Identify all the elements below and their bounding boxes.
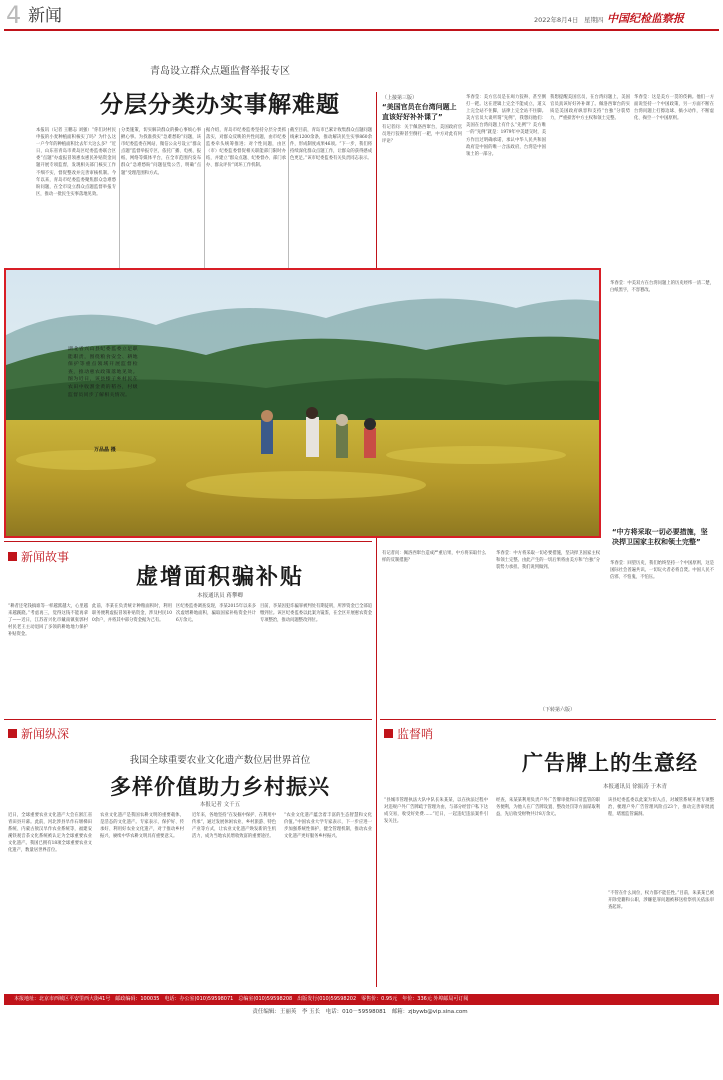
footer-address: 本报地址：北京市西城区平安里西大街41号 邮政编码：100035 电话：办公室(010)59598071 总编室(010)59598208 出版发行(010)59598202 零售价：0.95元 年价：336元 外埠邮局可订阅 [14,996,469,1002]
story-1-col-4: 截至目前，青岛市已累计收集群众点题问题线索1200余条，推动解决民生实事860余件，形成制度成果46项。“下一步，我们将持续深化群众点题工作，让群众的获得感成色更足。”该市纪委监委有关负责同志表示。 [290,128,372,162]
issue-date: 2022年8月4日 [534,16,579,24]
section-square-icon [8,729,17,738]
sidebar-subhead-1: “美国官员在台湾问题上直该好好补补课了” [382,103,457,121]
page-number: 4 [6,1,22,29]
story-3-byline: 本报记者 文千五 [199,802,241,808]
story-1-col-3: 据介绍，青岛市纪委监委坚持分层分类抓落实，对群众反映的共性问题，由市纪委监委牵头统筹推进；对个性问题，由区（市）纪委监委督促相关职能部门限时办结，并建立“群众点题、纪委督办、部门承办、群众评价”闭环工作机制。 [206,128,286,169]
sidebar-text-7: 华春莹：中方将采取一切必要措施，坚决捍卫国家主权和领土完整。由此产生的一切后果将由美方和“台独”分裂势力承担。我们说到做到。 [496,551,600,571]
story-3-col-4: “农业文化遗产蕴含着丰富的生态智慧和文化价值。”中国农业大学专家表示，下一步应进一步加强系统性保护，健全管理机制，推动农业文化遗产更好服务乡村振兴。 [284,813,372,840]
story-3-kicker: 我国全球重要农业文化遗产数位居世界首位 [129,755,311,766]
section-title: 新闻 [28,6,62,26]
story-3-col-3: 近年来，各地坚持“在发掘中保护、在利用中传承”，通过发展休闲农业、乡村旅游、特色产业等方式，让农业文化遗产焕发新的生机活力，成为当地农民增收致富的重要途径。 [192,813,276,840]
story-2-headline: 虚增面积骗补贴 [135,564,304,590]
story-1-col-1: 本报讯（记者 王鹏志 刘强）“你们对村民申报的小麦种植面积核实了吗？为什么这一户今年的种植面积比去年大这么多？”近日，山东省青岛市黄岛区纪委监委联合区委“点题”办虚报冒领惠农惠民补贴资金问题开展专项监督，发现相关部门核实工作不细不实，督促整改并完善审核机制。今年以来，青岛市纪委监委聚焦群众急难愁盼问题，在全市设立群众点题监督举报专区，推动一批民生实事落地见效。 [36,128,116,197]
story-2-col-2: 此前，李某在负责统计种粮面积时，利用职务便利虚报冒领补贴资金，涉及村民100余户，并将其中部分资金据为己有。 [92,604,172,624]
sidebar-text-4: 华春莹：这是美方一贯的伎俩。他们一方面说坚持一个中国政策，另一方面不断在台湾问题上打擦边球、搞小动作，不断虚化、掏空一个中国原则。 [634,95,714,122]
story-2-byline: 本报通讯员 蒋攀卿 [197,593,243,599]
story-1-col-2: 分类施策，切实解决群众的操心事烦心事揪心事。为找准找实“急难愁盼”问题，该市纪委监委在网站、微信公众号设立“群众点题”监督举报专区，依托广播、电视、报纸、网络等媒体平台，在全市范围内发布群众“急难愁盼”问题征集公告，明确“点题”受理范围和方式。 [121,128,201,176]
masthead-logo: 中国纪检监察报 [607,12,684,25]
photo-credit: 万品晶 摄 [94,447,116,453]
sidebar-text-2: 华春莹：美方官员是在竭力狡辩、甚至倒打一耙。这在逻辑上完全不能成立，道义上完全站不住脚，法律上完全站不住脚。美方官员大谈所谓“先例”，我想问他们：美国在台湾问题上有什么“先例”？美方唯一的“先例”就是：1979年中美建交时，美方作出过明确承诺，承认中华人民共和国政府是中国的唯一合法政府，台湾是中国领土的一部分。 [466,95,546,157]
story-4-col-3: 该县纪委监委以此案为切入点，对城管系统开展专项整治，梳理户外广告管理风险点23个，推动完善审批流程，堵塞监管漏洞。 [608,798,714,818]
story-4-col-2: 经查，朱某某利用负责户外广告牌审批和日常监管的职务便利，为他人在广告牌设置、整改处罚等方面谋取利益，先后收受财物共计8万余元。 [496,798,600,818]
story-4-headline: 广告牌上的生意经 [522,750,698,775]
sidebar-subhead-2: “中方将采取一切必要措施，坚决捍卫国家主权和领土完整” [612,528,708,546]
story-3-headline: 多样价值助力乡村振兴 [110,774,330,799]
sidebar-text-6: 有记者问：佩洛西窜台造成严重后果，中方将采取什么样的反制措施？ [382,551,486,564]
section-bar-watch: 监督哨 [384,725,433,742]
section-square-icon [8,552,17,561]
photo-caption: 湖北省兴山县纪委监委立足职能职责，围绕粮食安全、耕地保护等重点领域开展监督检查，推动惠农政策落地见效。图为近日，该县榛子乡村民在农田中收割金黄的稻谷，村级监督员同步了解相关情况。 [68,347,138,398]
rice-field-photo [6,270,601,538]
news-photo-frame [4,268,601,538]
sidebar-text-3: 我想提醒美国官员，在台湾问题上，美国官员真该好好补补课了。佩洛西窜台的实质是美国政府纵容和支持“台独”分裂势力，严重损害中方主权和领土完整。 [550,95,630,122]
sidebar-text-1: 有记者问：关于佩洛西窜台，美国政府官员进行狡辩甚至倒打一耙，中方对此有何评论？ [382,125,462,145]
sidebar-text-8: 华春莹：回望历史，我们始终坚持一个中国原则，这是国际社会普遍共识。一切玩火者必将自焚。中国人民不信邪、不怕鬼、不怕压。 [610,561,714,581]
sidebar-continuation: （上接第三版） [382,95,418,101]
story-4-col-4: “不管在什么岗位，权力都不能任性。”目前，朱某某已被开除党籍和公职，涉嫌犯罪问题被移送检察机关依法审查起诉。 [608,891,714,911]
sidebar-text-5: 华春莹：中美双方在台湾问题上的历史经纬一清二楚，白纸黑字，不容篡改。 [610,281,714,294]
section-bar-news-depth: 新闻纵深 [8,725,69,742]
section-bar-news-story: 新闻故事 [8,548,69,565]
story-3-col-2: 农业文化遗产是我国农耕文明的重要载体，是活态的文化遗产。专家表示，保护好、传承好、利用好农业文化遗产，对于推动乡村振兴、赓续中华农耕文明具有重要意义。 [100,813,184,840]
story-4-byline: 本报通讯员 徐振涛 于木青 [603,784,667,790]
story-2-col-1: “耕者还笔钱搞谁等一样越派越大，心里越来越蹊跷。”考虑再三，觉得这钱不能再拿了——近日，江苏省兴化市戴南镇张郭村村民老王主动退回了多领的耕地地力保护补贴资金。 [8,604,88,638]
issue-weekday: 星期四 [584,16,604,24]
section-square-icon [384,729,393,738]
story-1-headline: 分层分类办实事解难题 [100,91,340,118]
sidebar-continued: （下转第六版） [540,707,576,713]
story-3-col-1: 近日，全球重要农业文化遗产大会在浙江省青田县开幕。此前，河北涉县旱作石堰梯田系统、内蒙古敖汉旱作农业系统等，福建安溪铁观音茶文化系统被认定为全球重要农业文化遗产。我国已拥有18项全球重要农业文化遗产，数量居世界首位。 [8,813,92,854]
footer-bar [4,994,719,1005]
story-1-kicker: 青岛设立群众点题监督举报专区 [150,66,290,77]
header-rule [4,29,719,31]
story-2-col-4: 目前，李某因犯诈骗罪被判处有期徒刑，所涉资金已全部追缴到位。该区纪委监委以此案为镜鉴，在全区开展惠农资金专项整治，推动问题整改到位。 [260,604,372,624]
footer-credits: 责任编辑：王丽英 李 玉长 电话：010－59598081 邮箱：zjbywb@vip.sina.com [252,1009,468,1015]
story-4-col-1: “县城市管理执法大队中队长朱某某，以在执法过程中对违规户外广告牌疏于管理为由，与部分经营户私下达成交易，收受好处费……”近日，一起违纪违法案件引发关注。 [384,798,488,825]
story-2-col-3: 区纪委监委调查发现，李某2015年以来多次虚增耕地面积，骗取国家补贴资金共计6万余元。 [176,604,256,624]
